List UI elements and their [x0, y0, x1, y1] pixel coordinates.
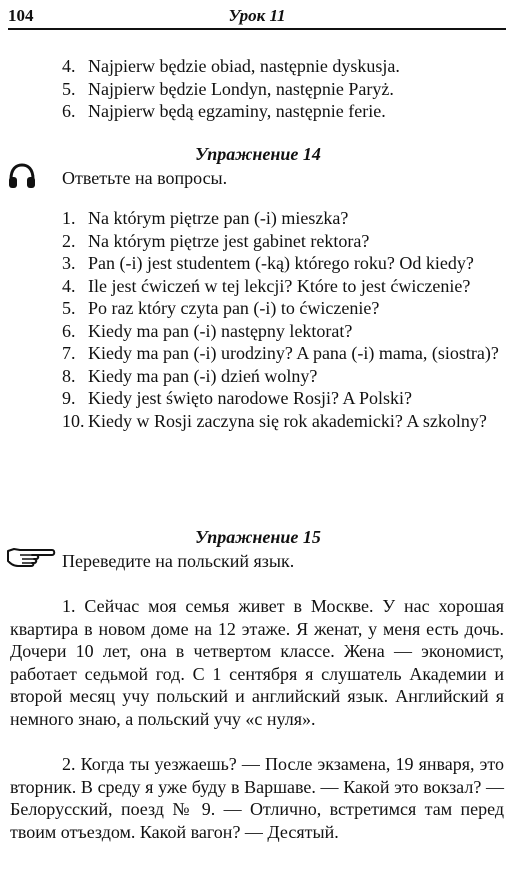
- list-item: [0, 78, 516, 101]
- sentence-list-continued: [0, 55, 516, 123]
- question-item: [0, 207, 516, 230]
- question-text: Ile jest ćwiczeń w tej lekcji? Które to jest ćwiczenie?: [88, 275, 471, 296]
- question-number: 2.: [62, 230, 76, 251]
- question-text: Kiedy w Rosji zaczyna się rok akademicki? A szkolny?: [88, 410, 487, 431]
- exercise-15-instruction: Переведите на польский язык.: [62, 551, 295, 571]
- question-number: 6.: [62, 320, 76, 341]
- question-text: Kiedy ma pan (-i) urodziny? A pana (-i) mama, (siostra)?: [88, 343, 499, 363]
- question-text: Po raz który czyta pan (-i) to ćwiczenie?: [88, 298, 380, 318]
- question-item: [0, 230, 516, 253]
- question-text: Kiedy jest święto narodowe Rosji? A Polski?: [88, 388, 412, 408]
- question-text: Pan (-i) jest studentem (-ką) którego roku? Od kiedy?: [88, 253, 474, 273]
- list-item: [0, 55, 516, 78]
- question-item: [0, 387, 516, 410]
- question-number: 8.: [62, 365, 76, 386]
- item-number: 5.: [62, 78, 76, 99]
- exercise-14-title: Упражнение 14: [195, 144, 321, 164]
- translation-paragraph-2: 2. Когда ты уезжаешь? — После экзамена, 19 января, это вторник. В среду я уже буду в Варшаве. — Какой это вокзал? — Белорусский, поезд № 9. — Отлично, встретимся там перед твоим отъездом. Какой вагон? — Десятый.: [10, 754, 504, 842]
- question-item: [0, 320, 516, 343]
- lesson-title: Урок 11: [228, 6, 286, 25]
- question-item: [0, 297, 516, 320]
- question-number: 9.: [62, 388, 76, 408]
- item-number: 6.: [62, 101, 76, 121]
- headphones-icon: [8, 163, 36, 189]
- question-item: [0, 252, 516, 275]
- question-item: [0, 342, 516, 365]
- translation-paragraph-1: 1. Сейчас моя семья живет в Москве. У нас хорошая квартира в новом доме на 12 этаже. Я женат, у меня есть дочь. Дочери 10 лет, она в четвертом классе. Жена — экономист, работает седьмой год. С 1 сентября я слушатель Академии и второй месяц учу польский и английский язык. Английский я немного знаю, а польский учу «с нуля».: [10, 596, 504, 729]
- question-number: 7.: [62, 343, 76, 363]
- item-text: Najpierw będzie Londyn, następnie Paryż.: [88, 78, 394, 99]
- question-number: 10.: [62, 410, 85, 431]
- exercise-15-title: Упражнение 15: [195, 527, 321, 547]
- page-number: 104: [8, 6, 34, 25]
- question-list: [0, 207, 516, 432]
- question-number: 3.: [62, 253, 76, 273]
- question-item: [0, 365, 516, 388]
- pointing-hand-icon: [6, 545, 56, 569]
- exercise-14-instruction: Ответьте на вопросы.: [62, 168, 228, 188]
- question-item: [0, 275, 516, 298]
- question-number: 1.: [62, 208, 76, 228]
- item-text: Najpierw będą egzaminy, następnie ferie.: [88, 101, 386, 121]
- question-item: [0, 410, 516, 433]
- question-text: Na którym piętrze jest gabinet rektora?: [88, 230, 370, 251]
- question-text: Kiedy ma pan (-i) następny lektorat?: [88, 320, 353, 341]
- question-number: 4.: [62, 275, 76, 296]
- list-item: [0, 100, 516, 123]
- question-text: Kiedy ma pan (-i) dzień wolny?: [88, 365, 318, 386]
- item-text: Najpierw będzie obiad, następnie dyskusja.: [88, 56, 400, 76]
- page-header: [8, 2, 506, 30]
- question-text: Na którym piętrze pan (-i) mieszka?: [88, 208, 349, 228]
- question-number: 5.: [62, 298, 76, 318]
- item-number: 4.: [62, 56, 76, 76]
